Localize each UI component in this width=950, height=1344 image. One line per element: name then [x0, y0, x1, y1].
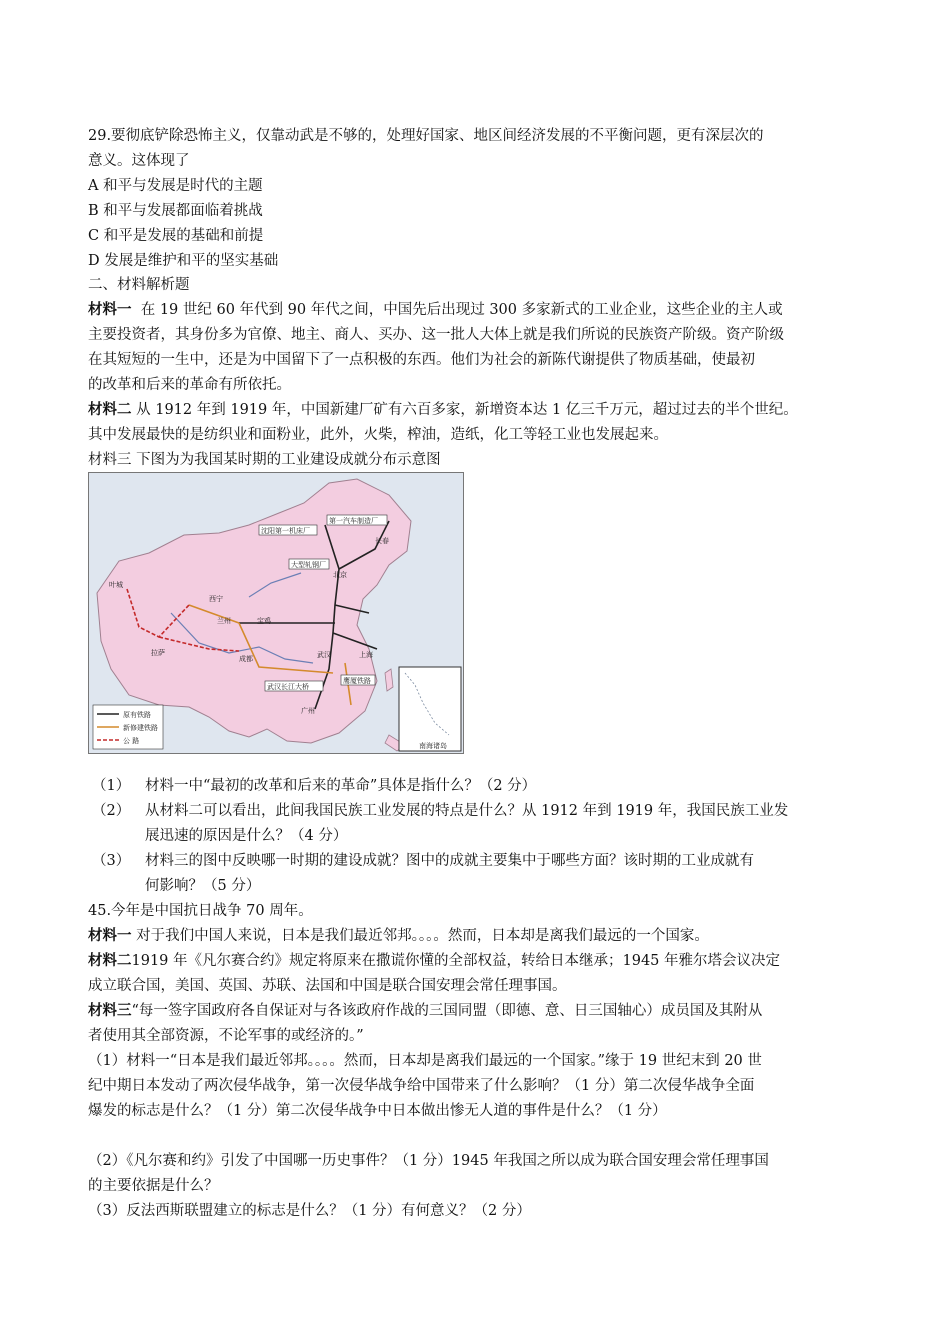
- material1-line1: [88, 300, 783, 320]
- industrial-map-figure: [88, 472, 464, 754]
- q3-line2: 何影响？（5 分）: [145, 878, 261, 894]
- map-label-south-sea: 南海诸岛: [419, 742, 447, 750]
- legend-highway: 公 路: [123, 737, 140, 745]
- q3-line1: 材料三的图中反映哪一时期的建设成就？图中的成就主要集中于哪些方面？该时期的工业成就有: [145, 853, 754, 869]
- q45-material1-label: 材料一: [88, 927, 132, 944]
- material2-line2: 其中发展最快的是纺织业和面粉业，此外，火柴，榨油，造纸，化工等轻工业也发展起来。: [88, 427, 668, 443]
- q45-part1-line3: 爆发的标志是什么？（1 分）第二次侵华战争中日本做出惨无人道的事件是什么？（1 分）: [88, 1103, 667, 1119]
- china-map: [89, 473, 463, 753]
- map-label-lhasa: 拉萨: [151, 649, 165, 657]
- material1-text: 在 19 世纪 60 年代到 90 年代之间，中国先后出现过 300 多家新式的工业企业，这些企业的主人或: [140, 302, 783, 318]
- material1-line2: 主要投资者，其身份多为官僚、地主、商人、买办、这一批人大体上就是我们所说的民族资产阶级。资产阶级: [88, 327, 784, 343]
- q45-part2-line1: （2）《凡尔赛和约》引发了中国哪一历史事件？（1 分）1945 年我国之所以成为联合国安理会常任理事国: [88, 1153, 769, 1169]
- q45-part2-line2: 的主要依据是什么？: [88, 1178, 219, 1194]
- map-label-guangzhou: 广州: [301, 707, 315, 715]
- south-sea-inset: [399, 667, 461, 751]
- map-label-beijing: 北京: [333, 571, 347, 579]
- q45-material2-line1: [88, 951, 780, 971]
- q29-stem-line2: 意义。这体现了: [88, 153, 190, 169]
- q45-part3-line1: （3）反法西斯联盟建立的标志是什么？（1 分）有何意义？（2 分）: [88, 1203, 531, 1219]
- q3-number: （3）: [92, 853, 131, 869]
- q29-stem-line1: 29.要彻底铲除恐怖主义，仅靠动武是不够的，处理好国家、地区间经济发展的不平衡问题，更有深层次的: [88, 128, 764, 144]
- q45-material2-line2: 成立联合国，美国、英国、苏联、法国和中国是联合国安理会常任理事国。: [88, 978, 567, 994]
- map-label-steel: 大型轧钢厂: [291, 561, 326, 569]
- map-label-xining: 西宁: [209, 595, 223, 603]
- q45-material1-text: 对于我们中国人来说，日本是我们最近邻邦。。。。然而，日本却是离我们最远的一个国家。: [131, 928, 709, 944]
- map-label-changchun: 长春: [375, 537, 389, 545]
- q29-option-b: B 和平与发展都面临着挑战: [88, 203, 263, 219]
- legend-existing-railway: 原有铁路: [123, 711, 151, 719]
- q29-option-c: C 和平是发展的基础和前提: [88, 228, 264, 244]
- map-label-yecheng: 叶城: [109, 581, 123, 589]
- material1-label: 材料一: [88, 301, 132, 318]
- map-label-shenyang: 沈阳第一机床厂: [261, 527, 310, 535]
- material3-caption: 材料三 下图为为我国某时期的工业建设成就分布示意图: [88, 452, 441, 468]
- q29-option-d: D 发展是维护和平的坚实基础: [88, 253, 279, 269]
- legend-new-railway: 新修建铁路: [123, 724, 158, 732]
- q45-part1-line2: 纪中期日本发动了两次侵华战争，第一次侵华战争给中国带来了什么影响？（1 分）第二次侵华战争全面: [88, 1078, 755, 1094]
- material1-line4: 的改革和后来的革命有所依托。: [88, 377, 291, 393]
- q1-number: （1）: [92, 778, 131, 794]
- map-label-yingxia: 鹰厦铁路: [343, 677, 371, 685]
- q2-number: （2）: [92, 803, 131, 819]
- q45-material1: [88, 926, 709, 946]
- material2-text: 从 1912 年到 1919 年，中国新建厂矿有六百多家，新增资本达 1 亿三千万元，超过过去的半个世纪。: [136, 402, 798, 418]
- map-label-baoji: 宝鸡: [257, 617, 271, 625]
- map-label-chengdu: 成都: [239, 655, 253, 663]
- q1-line1: 材料一中“最初的改革和后来的革命”具体是指什么？（2 分）: [145, 778, 537, 794]
- material2-label: 材料二: [88, 401, 132, 418]
- q2-line2: 展迅速的原因是什么？（4 分）: [145, 828, 348, 844]
- q45-material3-label: 材料三: [88, 1002, 132, 1019]
- map-label-shanghai: 上海: [359, 651, 373, 659]
- q45-material2-label: 材料二: [88, 952, 132, 969]
- q45-material3-line2: 者使用其全部资源，不论军事的或经济的。”: [88, 1028, 364, 1044]
- q45-material2-text: 1919 年《凡尔赛合约》规定将原来在撒谎你懂的全部权益，转给日本继承；1945 年雅尔塔会议决定: [131, 953, 781, 969]
- q2-line1: 从材料二可以看出，此间我国民族工业发展的特点是什么？从 1912 年到 1919 年，我国民族工业发: [145, 803, 789, 819]
- material2-line1: [88, 400, 798, 420]
- q45-material3-line1: [88, 1001, 762, 1021]
- q45-title: 45.今年是中国抗日战争 70 周年。: [88, 903, 313, 919]
- q45-part1-line1: （1）材料一“日本是我们最近邻邦。。。。然而，日本却是离我们最远的一个国家。”缘于 19 世纪末到 20 世: [88, 1053, 762, 1069]
- section-heading: 二、材料解析题: [88, 277, 190, 293]
- q29-option-a: A 和平与发展是时代的主题: [88, 178, 263, 194]
- q45-material3-text: “每一签字国政府各自保证对与各该政府作战的三国同盟（即德、意、日三国轴心）成员国及其附从: [131, 1003, 763, 1019]
- map-label-faw: 第一汽车制造厂: [329, 517, 378, 525]
- map-label-bridge: 武汉长江大桥: [267, 683, 309, 691]
- map-label-lanzhou: 兰州: [217, 617, 231, 625]
- map-label-wuhan: 武汉: [317, 651, 331, 659]
- material1-line3: 在其短短的一生中，还是为中国留下了一点积极的东西。他们为社会的新陈代谢提供了物质基础，使最初: [88, 352, 755, 368]
